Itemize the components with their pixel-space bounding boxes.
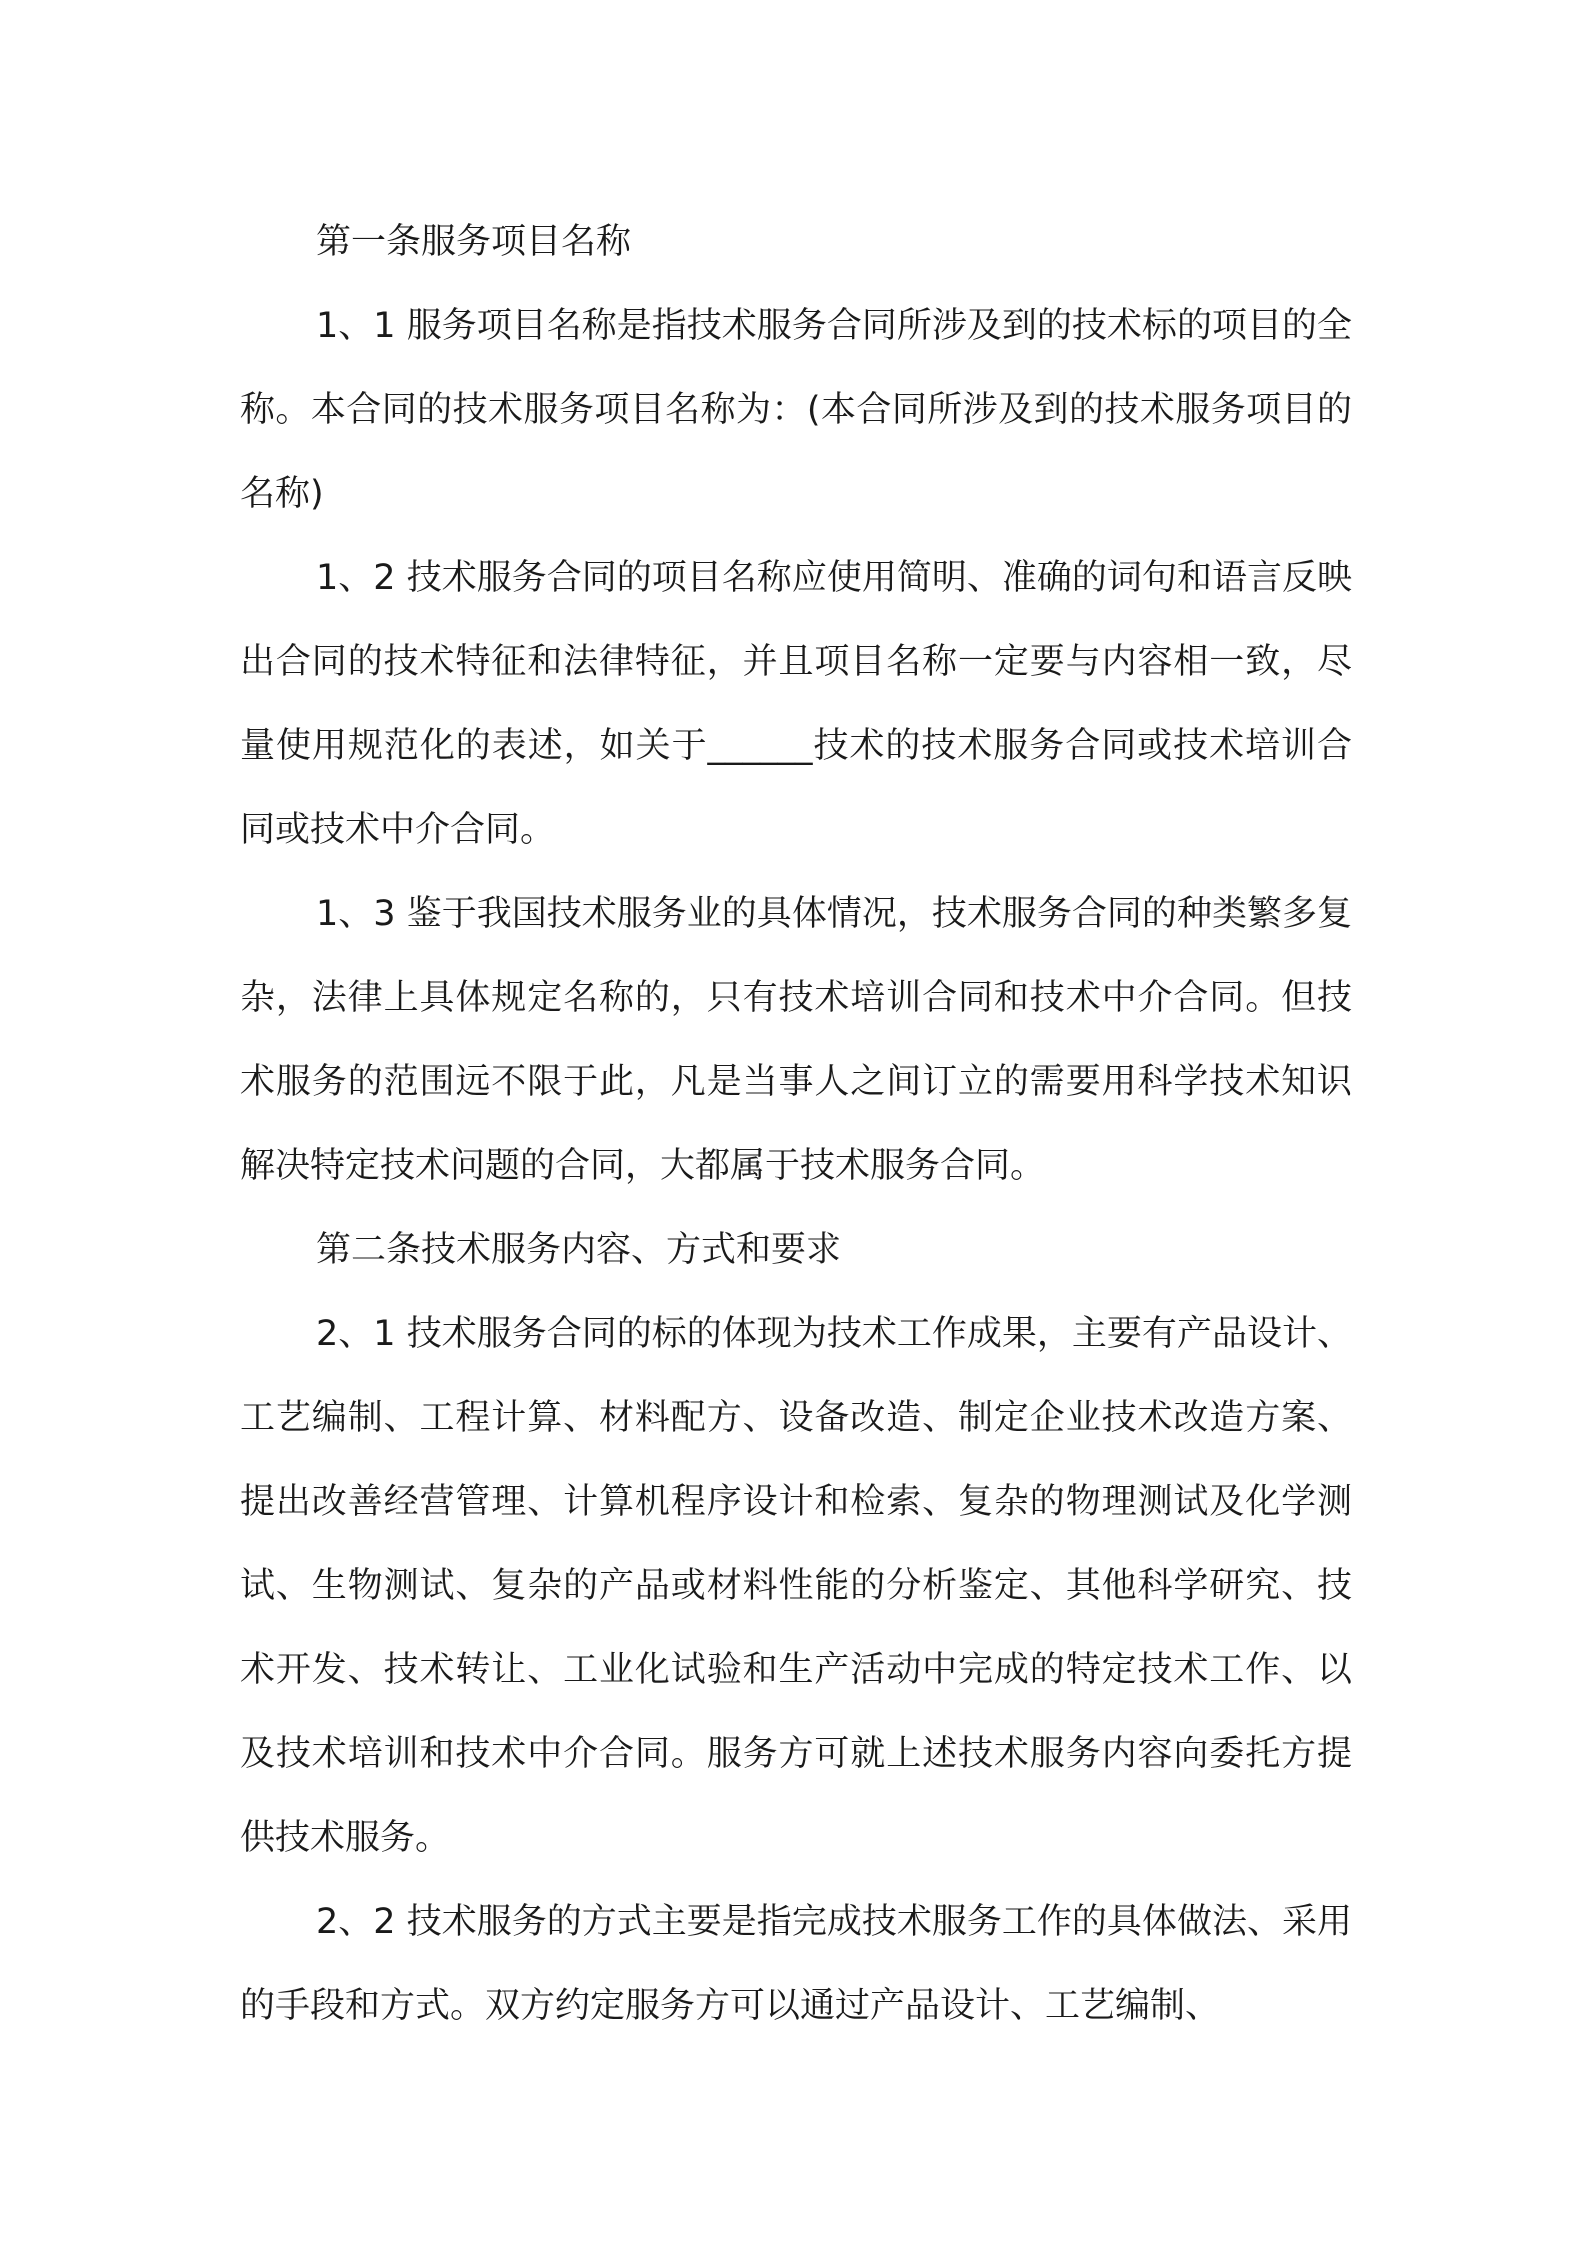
- clause-2-2: 2、2 技术服务的方式主要是指完成技术服务工作的具体做法、采用的手段和方式。双方约定服务方可以通过产品设计、工艺编制、: [240, 1902, 1352, 2026]
- clause-1-3: 1、3 鉴于我国技术服务业的具体情况，技术服务合同的种类繁多复杂，法律上具体规定名称的，只有技术培训合同和技术中介合同。但技术服务的范围远不限于此，凡是当事人之间订立的需要用科学技术知识解决特定技术问题的合同，大都属于技术服务合同。: [240, 894, 1352, 1186]
- document-body: [240, 200, 1352, 2048]
- section-heading-1: 第一条服务项目名称: [316, 222, 632, 262]
- clause-1-2: 1、2 技术服务合同的项目名称应使用简明、准确的词句和语言反映出合同的技术特征和法律特征，并且项目名称一定要与内容相一致，尽量使用规范化的表述，如关于______技术的技术服务合同或技术培训合同或技术中介合同。: [240, 558, 1352, 850]
- section-heading-2: 第二条技术服务内容、方式和要求: [316, 1230, 842, 1270]
- clause-1-1: 1、1 服务项目名称是指技术服务合同所涉及到的技术标的项目的全称。本合同的技术服务项目名称为：(本合同所涉及到的技术服务项目的名称): [240, 306, 1352, 514]
- clause-2-1: 2、1 技术服务合同的标的体现为技术工作成果，主要有产品设计、工艺编制、工程计算、材料配方、设备改造、制定企业技术改造方案、提出改善经营管理、计算机程序设计和检索、复杂的物理测试及化学测试、生物测试、复杂的产品或材料性能的分析鉴定、其他科学研究、技术开发、技术转让、工业化试验和生产活动中完成的特定技术工作、以及技术培训和技术中介合同。服务方可就上述技术服务内容向委托方提供技术服务。: [240, 1314, 1352, 1858]
